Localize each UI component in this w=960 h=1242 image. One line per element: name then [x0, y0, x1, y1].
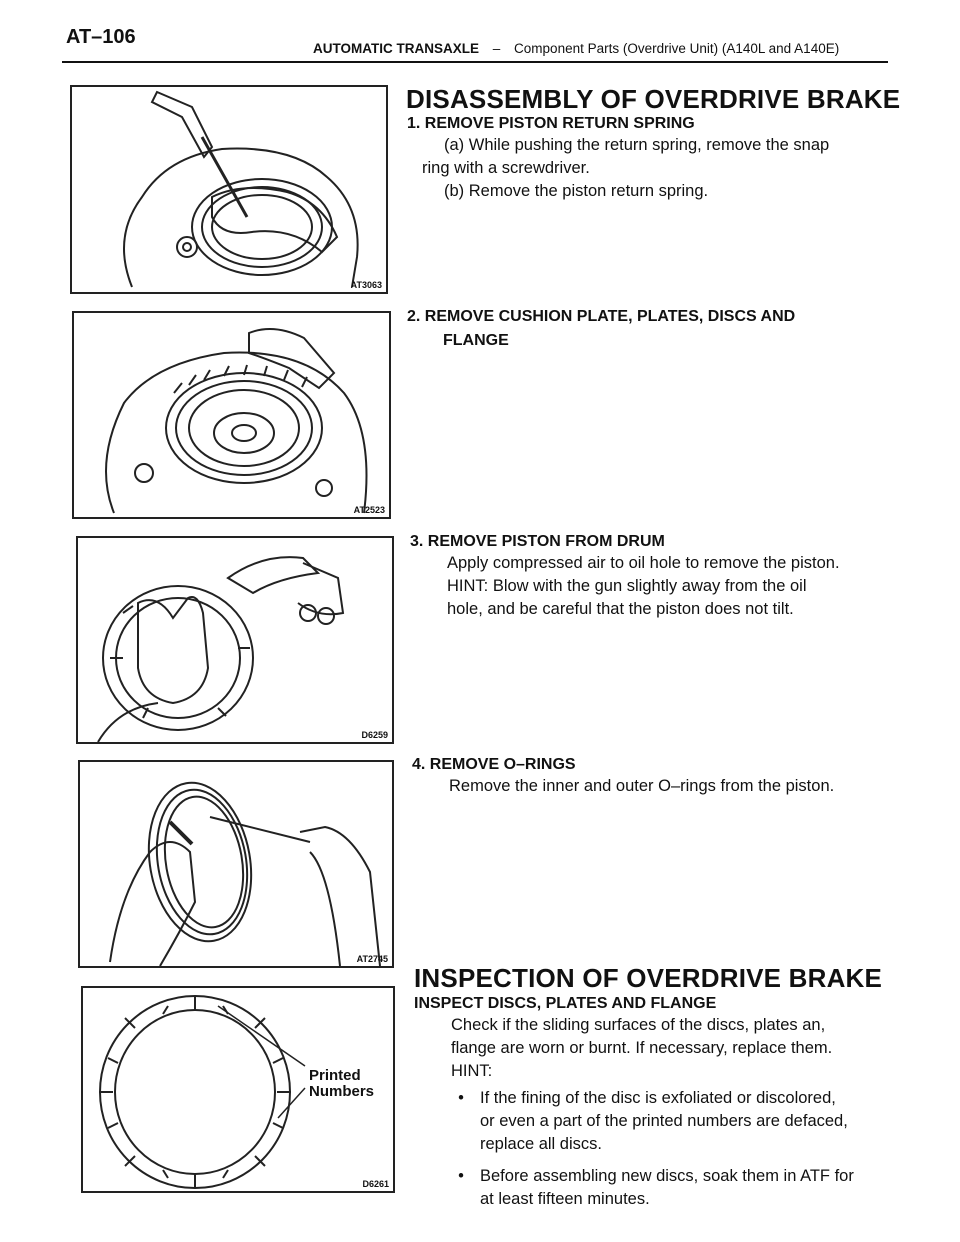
step-1-a-line2: ring with a screwdriver. — [422, 159, 590, 177]
step-3-body — [410, 552, 890, 621]
step-4-title: 4. REMOVE O–RINGS — [412, 756, 576, 773]
inspection-bullet-1: • If the fining of the disc is exfoliated or discolored, or even a part of the printed numbers are defaced, replace all discs. — [414, 1087, 894, 1156]
figure-remove-return-spring — [70, 85, 388, 294]
step-1-title: 1. REMOVE PISTON RETURN SPRING — [407, 115, 695, 132]
step-1-body — [407, 134, 887, 203]
step-4-line1: Remove the inner and outer O–rings from the piston. — [449, 777, 835, 795]
figure-remove-plates-discs — [72, 311, 391, 519]
inspection-line1: Check if the sliding surfaces of the discs, plates an, — [451, 1016, 826, 1034]
bullet-icon: • — [458, 1167, 464, 1185]
inspection-line2: flange are worn or burnt. If necessary, replace them. — [451, 1039, 833, 1057]
step-3-title: 3. REMOVE PISTON FROM DRUM — [410, 533, 665, 550]
step-2 — [407, 308, 887, 350]
page-number: AT–106 — [66, 26, 136, 48]
running-header — [313, 41, 839, 56]
step-3-line2: HINT: Blow with the gun slightly away from the oil — [447, 577, 807, 595]
step-3-line1: Apply compressed air to oil hole to remove the piston. — [447, 554, 840, 572]
step-2-title-line2: FLANGE — [443, 332, 509, 349]
illustration-o-ring-removal — [80, 762, 392, 966]
figure-code: D6261 — [362, 1179, 389, 1189]
step-2-title-line1: 2. REMOVE CUSHION PLATE, PLATES, DISCS AND — [407, 308, 796, 325]
inspection-hint: HINT: — [451, 1062, 493, 1080]
bullet-icon: • — [458, 1089, 464, 1107]
step-1-b: (b) Remove the piston return spring. — [444, 182, 709, 200]
figure-code: AT3063 — [350, 280, 382, 290]
header-separator: – — [492, 41, 501, 56]
figure-code: AT2745 — [356, 954, 388, 964]
figure-code: AT2523 — [353, 505, 385, 515]
step-1 — [407, 115, 887, 203]
figure-remove-o-rings — [78, 760, 394, 968]
inspection-text — [414, 1014, 894, 1211]
header-rule — [62, 61, 888, 63]
step-3 — [410, 533, 890, 621]
disassembly-title: DISASSEMBLY OF OVERDRIVE BRAKE — [406, 84, 901, 114]
illustration-plates-discs-removal — [74, 313, 389, 517]
header-section: AUTOMATIC TRANSAXLE — [313, 41, 479, 56]
inspection-bullet-2: • Before assembling new discs, soak them in ATF for at least fifteen minutes. — [414, 1165, 894, 1211]
inspection-title: INSPECTION OF OVERDRIVE BRAKE — [414, 963, 883, 993]
illustration-compressed-air-piston — [78, 538, 392, 742]
step-3-line3: hole, and be careful that the piston does not tilt. — [447, 600, 794, 618]
step-4 — [412, 756, 892, 798]
figure-label-printed-numbers: Printed Numbers — [309, 1067, 375, 1100]
header-subtitle: Component Parts (Overdrive Unit) (A140L and A140E) — [514, 41, 840, 56]
step-4-body — [412, 775, 892, 798]
illustration-snap-ring-removal — [72, 87, 386, 292]
figure-inspect-disc — [81, 986, 395, 1193]
inspection-subtitle: INSPECT DISCS, PLATES AND FLANGE — [414, 995, 717, 1012]
figure-code: D6259 — [361, 730, 388, 740]
inspection-body — [414, 995, 894, 1211]
step-1-a-line1: (a) While pushing the return spring, remove the snap — [444, 136, 830, 154]
figure-remove-piston — [76, 536, 394, 744]
